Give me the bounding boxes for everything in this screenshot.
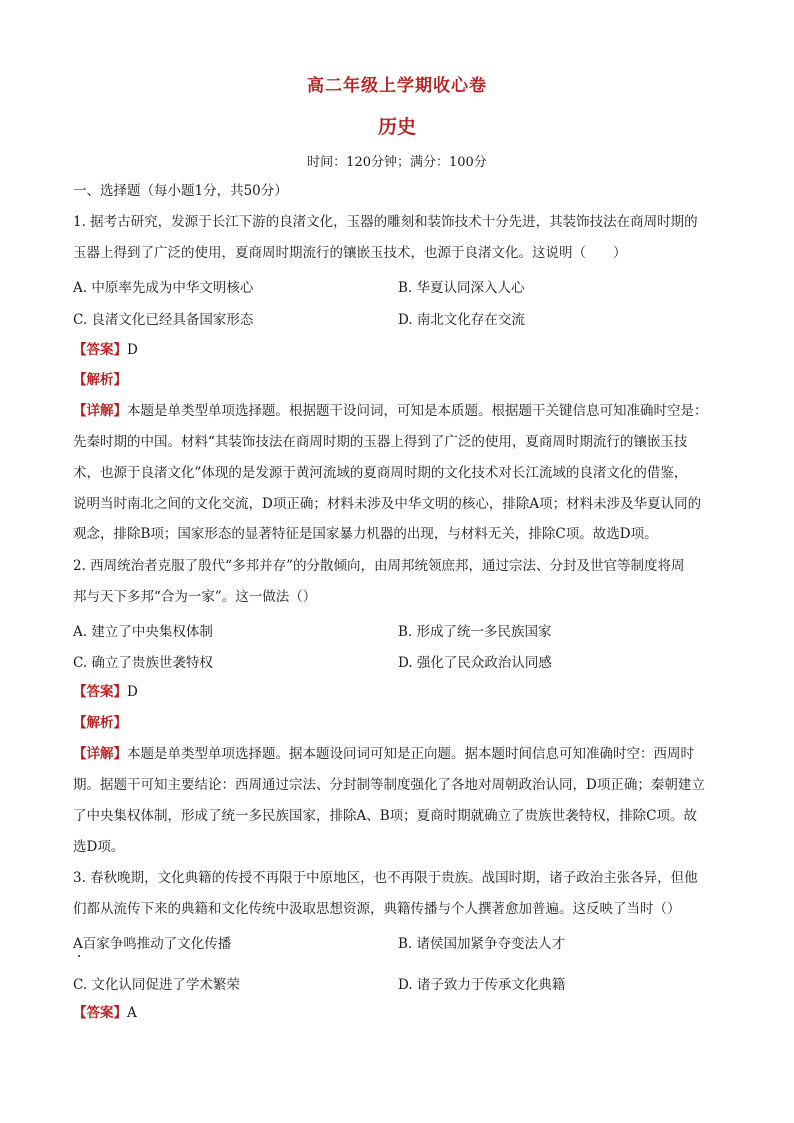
answer-value: D	[127, 342, 138, 358]
q3-stem-line: 3. 春秋晚期，文化典籍的传授不再限于中原地区，也不再限于贵族。战国时期，诸子政治主张各异，但他	[73, 870, 698, 886]
q1-detail-line: 先秦时期的中国。材料“其装饰技法在商周时期的玉器上得到了广泛的使用，夏商周时期流行的镶嵌玉技	[73, 434, 688, 450]
exam-meta: 时间：120分钟；满分：100分	[307, 155, 487, 170]
q1-option-a: A. 中原率先成为中华文明核心	[73, 280, 254, 296]
q1-answer	[73, 340, 733, 360]
stray-dot	[78, 955, 80, 957]
q2-option-b: B. 形成了统一多民族国家	[398, 624, 552, 640]
answer-tag: 【答案】	[73, 684, 127, 700]
q1-stem-line: 玉器上得到了广泛的使用，夏商周时期流行的镶嵌玉技术，也源于良渚文化。这说明（ ）	[73, 245, 627, 261]
q2-option-c: C. 确立了贵族世袭特权	[73, 655, 213, 671]
q2-detail-line: 选D项。	[73, 839, 125, 855]
q3-answer	[73, 1003, 733, 1023]
answer-value: D	[127, 684, 138, 700]
section-heading: 一、选择题（每小题1分，共50分）	[73, 183, 288, 199]
answer-tag: 【答案】	[73, 342, 127, 358]
q2-option-a: A. 建立了中央集权体制	[73, 624, 213, 640]
q3-option-b: B. 诸侯国加紧争夺变法人才	[398, 936, 566, 952]
answer-tag: 【答案】	[73, 1005, 127, 1021]
q2-detail-line: 期。据题干可知主要结论：西周通过宗法、分封制等制度强化了各地对周朝政治认同，D项正确；秦朝建立	[73, 777, 705, 793]
q3-option-c: C. 文化认同促进了学术繁荣	[73, 977, 240, 993]
q1-detail-line: 观念，排除B项；国家形态的显著特征是国家暴力机器的出现，与材料无关，排除C项。故选D项。	[73, 526, 658, 542]
q3-stem-line: 们都从流传下来的典籍和文化传统中汲取思想资源，典籍传播与个人撰著愈加普遍。这反映了当时（）	[73, 901, 681, 917]
q3-option-a: A百家争鸣推动了文化传播	[73, 936, 232, 952]
q2-detail-line: 【详解】本题是单类型单项选择题。据本题设问词可知是正向题。据本题时间信息可知准确时空：西周时	[73, 746, 694, 762]
q1-option-b: B. 华夏认同深入人心	[398, 280, 525, 296]
q2-stem-line: 2. 西周统治者克服了殷代“多邦并存”的分散倾向，由周邦统领庶邦，通过宗法、分封及世官等制度将周	[73, 558, 685, 574]
q2-detail-line: 了中央集权体制，形成了统一多民族国家，排除A、B项；夏商时期就确立了贵族世袭特权，排除C项。故	[73, 808, 697, 824]
q2-answer	[73, 682, 733, 702]
q3-option-d: D. 诸子致力于传承文化典籍	[398, 977, 566, 993]
subject-title: 历史	[377, 116, 416, 138]
page-title: 高二年级上学期收心卷	[307, 76, 487, 96]
q2-analysis-tag: 【解析】	[73, 715, 127, 731]
q2-stem-line: 邦与天下多邦“合为一家”。这一做法（）	[73, 589, 317, 605]
q1-detail-line: 术，也源于良渚文化”体现的是发源于黄河流域的夏商周时期的文化技术对长江流域的良渚文化的借鉴，	[73, 465, 688, 481]
q1-detail-line: 【详解】本题是单类型单项选择题。根据题干设问词，可知是本质题。根据题干关键信息可知准确时空是：	[73, 403, 708, 419]
q1-analysis-tag: 【解析】	[73, 372, 127, 388]
detail-tag: 【详解】	[73, 403, 127, 419]
q1-detail-line: 说明当时南北之间的文化交流，D项正确；材料未涉及中华文明的核心，排除A项；材料未涉及华夏认同的	[73, 496, 702, 512]
q1-option-c: C. 良渚文化已经具备国家形态	[73, 312, 254, 328]
detail-tag: 【详解】	[73, 746, 127, 762]
q2-option-d: D. 强化了民众政治认同感	[398, 655, 552, 671]
answer-value: A	[127, 1005, 137, 1021]
q1-stem-line: 1. 据考古研究，发源于长江下游的良渚文化，玉器的雕刻和装饰技术十分先进，其装饰技法在商周时期的	[73, 214, 698, 230]
q1-option-d: D. 南北文化存在交流	[398, 312, 525, 328]
